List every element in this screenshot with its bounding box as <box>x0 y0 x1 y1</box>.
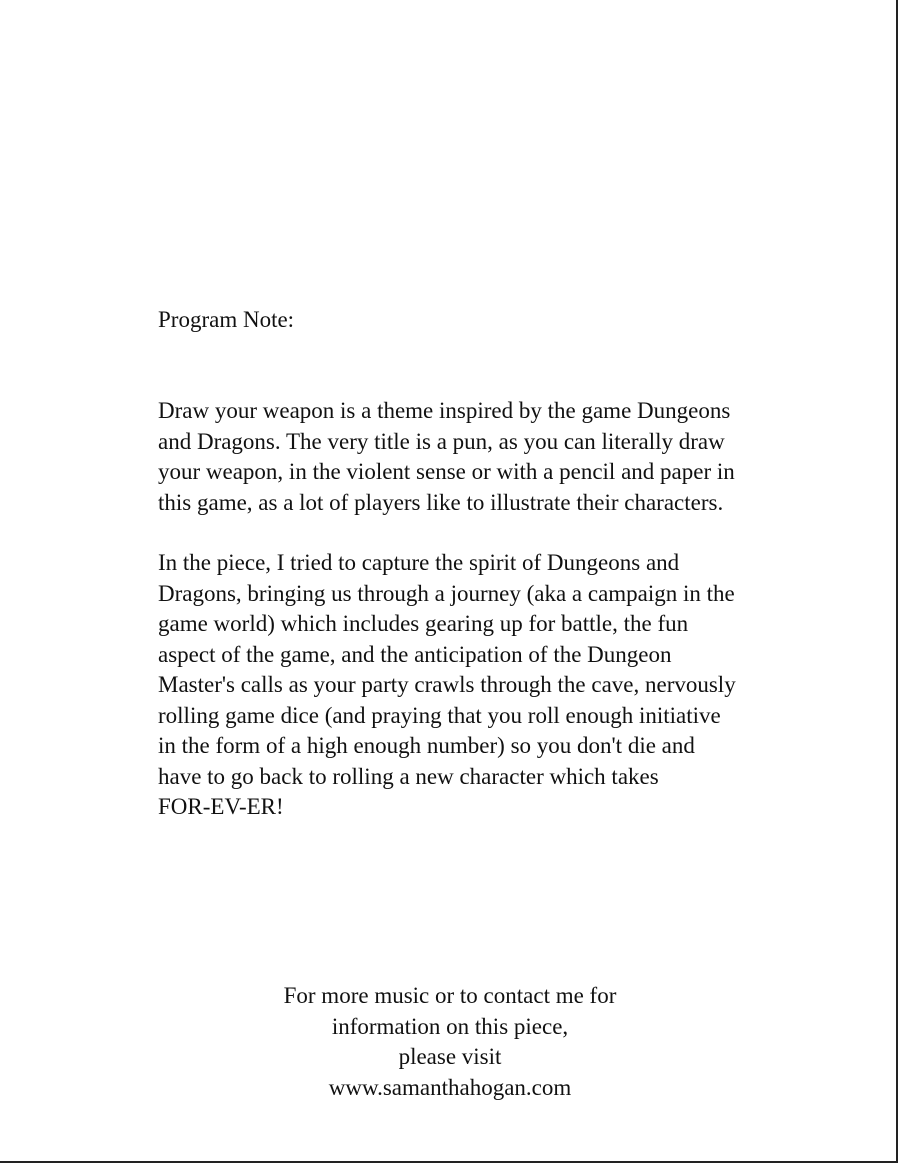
website-url: www.samanthahogan.com <box>328 1074 572 1100</box>
text-line: in the form of a high enough number) so you don't die and <box>158 733 695 758</box>
text-line: rolling game dice (and praying that you roll enough initiative <box>158 702 721 728</box>
text-line: FOR-EV-ER! <box>158 794 284 819</box>
contact-line: For more music or to contact me for <box>283 983 617 1008</box>
contact-line: please visit <box>398 1044 502 1069</box>
text-line: Dragons, bringing us through a journey (aka a campaign in the <box>158 580 735 606</box>
text-line: your weapon, in the violent sense or with a pencil and paper in <box>158 459 735 484</box>
text-line: aspect of the game, and the anticipation of the Dungeon <box>158 641 672 667</box>
text-line: Draw your weapon is a theme inspired by the game Dungeons <box>158 398 731 423</box>
contact-info <box>150 981 750 1103</box>
text-line: have to go back to rolling a new character which takes <box>158 763 659 789</box>
text-line: game world) which includes gearing up for battle, the fun <box>158 611 689 636</box>
text-line: this game, as a lot of players like to illustrate their characters. <box>158 489 724 515</box>
text-line: and Dragons. The very title is a pun, as you can literally draw <box>158 428 725 454</box>
text-line: Master's calls as your party crawls through the cave, nervously <box>158 672 736 697</box>
paragraph-piece-description <box>158 548 838 823</box>
text-line: In the piece, I tried to capture the spirit of Dungeons and <box>158 550 680 575</box>
paragraph-theme-description <box>158 396 838 518</box>
program-note-heading: Program Note: <box>158 307 295 332</box>
contact-line: information on this piece, <box>331 1013 569 1039</box>
